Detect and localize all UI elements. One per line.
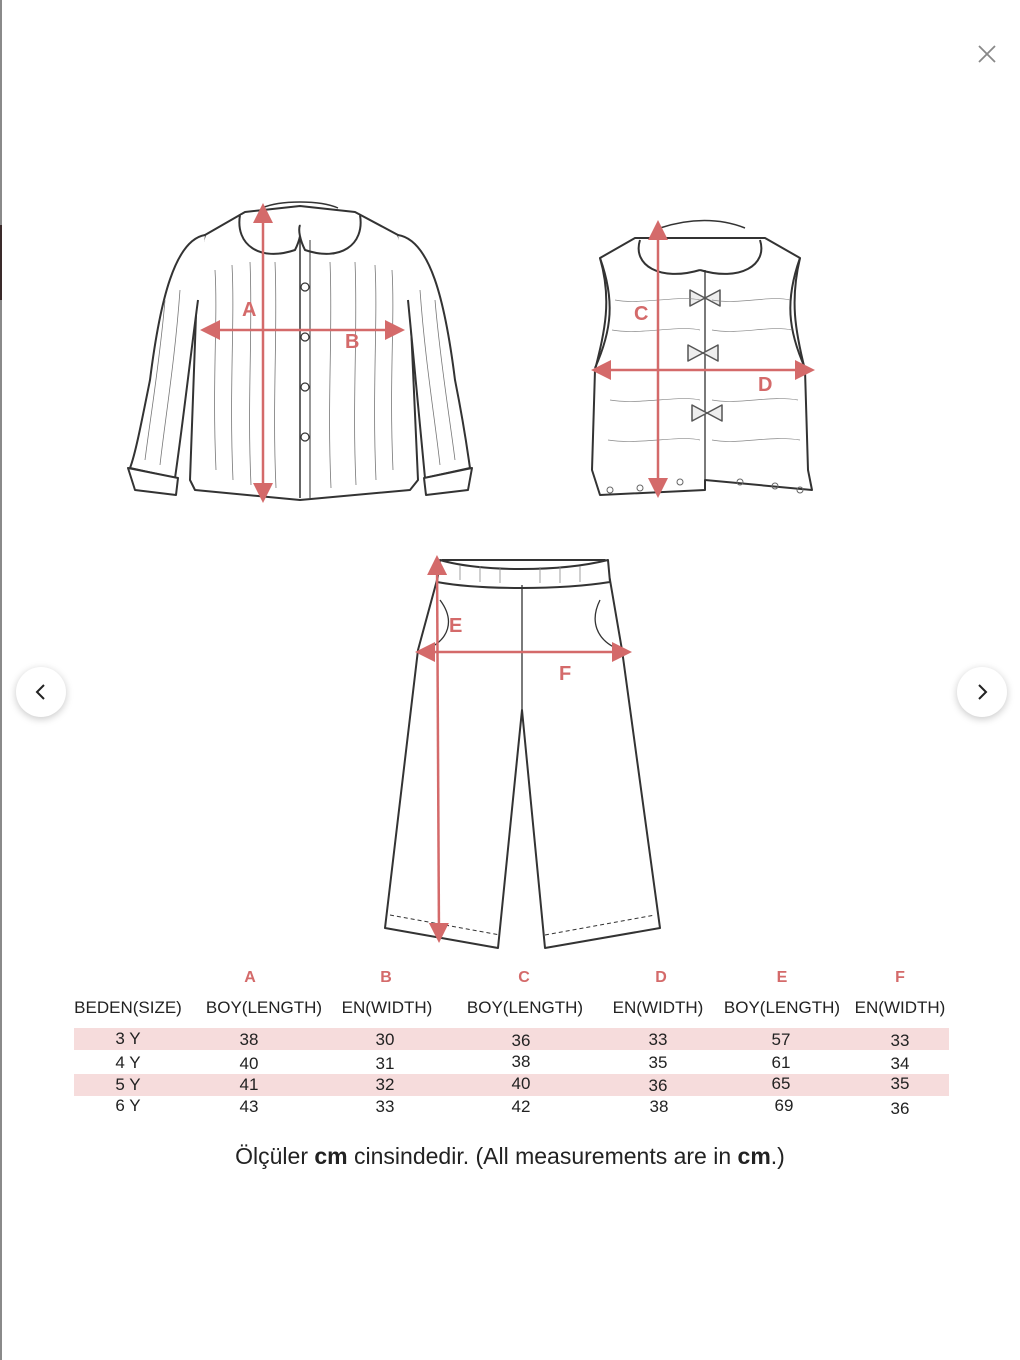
note-text: Ölçüler [235,1143,315,1169]
vest-sketch [592,221,812,496]
table-cell: 4 Y [115,1053,141,1072]
blouse-sketch [128,202,472,500]
table-cell: 3 Y [115,1029,141,1048]
column-letter-f: F [895,969,905,986]
header-c: BOY(LENGTH) [466,998,584,1017]
sketch-label-f: F [559,663,572,685]
table-cell: 35 [648,1053,668,1072]
measurement-note [0,1143,1020,1170]
close-icon [970,37,1004,71]
table-cell: 35 [890,1074,910,1093]
table-cell: 34 [890,1054,910,1073]
table-cell: 40 [511,1074,531,1093]
table-cell: 33 [648,1030,668,1049]
table-cell: 36 [890,1099,910,1118]
table-cell: 5 Y [115,1075,141,1094]
header-a: BOY(LENGTH) [205,998,323,1017]
table-cell: 38 [511,1052,531,1071]
table-cell: 6 Y [115,1096,141,1115]
sketch-label-d: D [758,374,773,396]
table-cell: 33 [890,1031,910,1050]
table-cell: 30 [375,1030,395,1049]
sketch-label-a: A [242,299,257,321]
table-cell: 32 [375,1075,395,1094]
table-cell: 36 [648,1076,668,1095]
table-cell: 69 [774,1096,794,1115]
column-letter-a: A [244,969,256,986]
table-cell: 38 [649,1097,669,1116]
sketch-label-b: B [345,331,360,353]
chevron-left-icon [31,682,51,702]
next-image-button[interactable] [957,667,1007,717]
table-cell: 40 [239,1054,259,1073]
close-button[interactable] [970,37,1004,71]
header-size: BEDEN(SIZE) [74,998,182,1017]
previous-image-button[interactable] [16,667,66,717]
header-d: EN(WIDTH) [612,998,704,1017]
column-letter-c: C [518,969,530,986]
table-cell: 38 [239,1030,259,1049]
table-cell: 36 [511,1031,531,1050]
column-letter-d: D [655,969,667,986]
note-text: .) [770,1143,785,1169]
sketch-label-e: E [449,615,463,637]
column-letter-b: B [380,969,392,986]
column-letter-e: E [776,969,788,986]
chevron-right-icon [972,682,992,702]
table-cell: 33 [375,1097,395,1116]
table-cell: 61 [771,1053,791,1072]
header-e: BOY(LENGTH) [723,998,841,1017]
note-unit: cm [737,1143,771,1169]
table-cell: 43 [239,1097,259,1116]
note-text: cinsindedir. (All measurements are in [347,1143,738,1169]
sketch-label-c: C [634,303,649,325]
table-cell: 65 [771,1074,791,1093]
table-cell: 57 [771,1030,791,1049]
header-f: EN(WIDTH) [854,998,946,1017]
pants-sketch [385,560,660,948]
table-cell: 31 [375,1054,395,1073]
table-cell: 41 [239,1075,259,1094]
table-cell: 42 [511,1097,531,1116]
header-b: EN(WIDTH) [341,998,433,1017]
note-unit: cm [314,1143,348,1169]
